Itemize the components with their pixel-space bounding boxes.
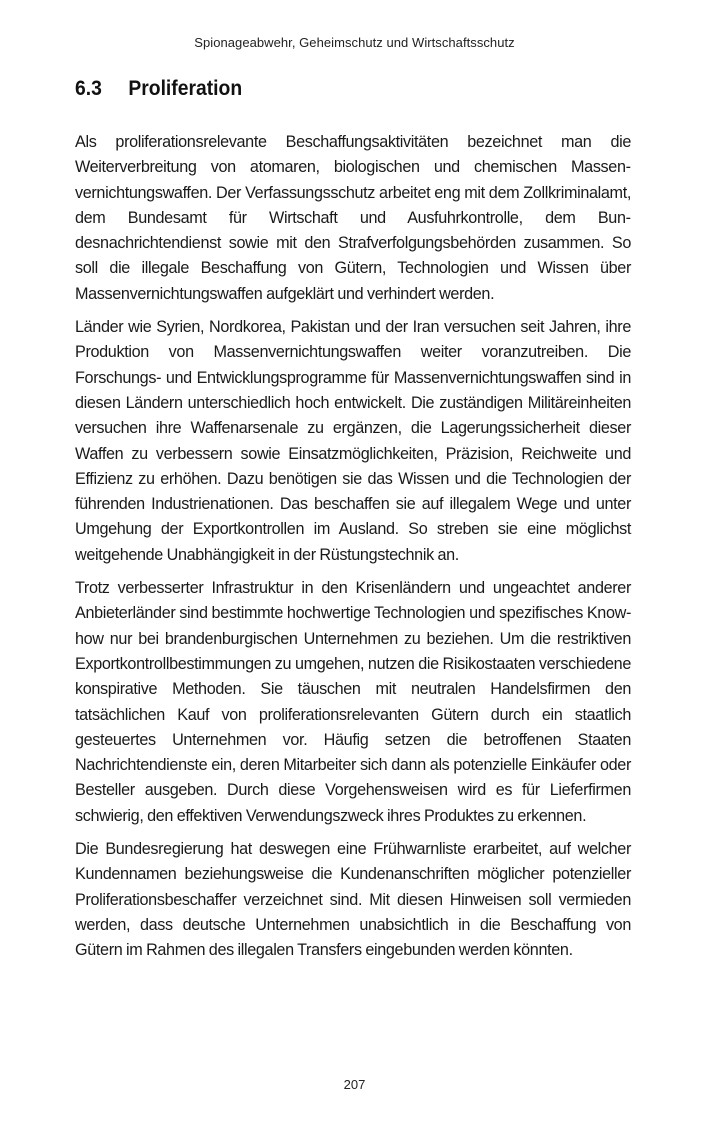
page-number: 207 <box>343 1077 366 1092</box>
section-number: 6.3 <box>75 77 102 100</box>
running-header: Spionageabwehr, Geheimschutz und Wirtschaftsschutz <box>194 35 515 50</box>
paragraph-1: Als proliferationsrelevante Beschaffungsaktivitäten bezeichnet man die Weiterverbreitung von atomaren, biologischen und chemischen Massenvernichtungswaffen. Der Verfassungsschutz arbeitet eng mit dem Zollkriminalamt, dem Bundesamt für Wirtschaft und Ausfuhrkontrolle, dem Bundesnachrichtendienst sowie mit den Strafverfolgungsbehörden zusammen. So soll die illegale Beschaffung von Gütern, Technologien und Wissen über Massenvernichtungswaffen aufgeklärt und verhindert werden. <box>75 133 631 303</box>
section-title: Proliferation <box>128 77 243 100</box>
paragraph-2: Länder wie Syrien, Nordkorea, Pakistan und der Iran versuchen seit Jahren, ihre Produktion von Massenvernichtungswaffen weiter voranzutreiben. Die Forschungs- und Entwicklungsprogramme für Massenvernichtungswaffen sind in diesen Ländern unterschiedlich hoch entwickelt. Die zuständigen Militäreinheiten versuchen ihre Waffenarsenale zu ergänzen, die Lagerungssicherheit dieser Waffen zu verbessern sowie Einsatzmöglichkeiten, Präzision, Reichweite und Effizienz zu erhöhen. Dazu benötigen sie das Wissen und die Technologien der führenden Industrienationen. Das beschaffen sie auf illegalem Wege und unter Umgehung der Exportkontrollen im Ausland. So streben sie eine möglichst weitgehende Unabhängigkeit in der Rüstungstechnik an. <box>75 318 631 564</box>
body-text <box>75 130 631 972</box>
section-heading <box>75 77 242 101</box>
paragraph-3: Trotz verbesserter Infrastruktur in den Krisenländern und ungeachtet anderer Anbieterländer sind bestimmte hochwertige Technologien und spezifisches Know-how nur bei brandenburgischen Unternehmen zu beziehen. Um die restriktiven Exportkontrollbestimmungen zu umgehen, nutzen die Risikostaaten verschiedene konspirative Methoden. Sie täuschen mit neutralen Handelsfirmen den tatsächlichen Kauf von proliferationsrelevanten Gütern durch ein staatlich gesteuertes Unternehmen vor. Häufig setzen die betroffenen Staaten Nachrichtendienste ein, deren Mitarbeiter sich dann als potenzielle Einkäufer oder Besteller ausgeben. Durch diese Vorgehensweisen wird es für Lieferfirmen schwierig, den effektiven Verwendungszweck ihres Produktes zu erkennen. <box>75 579 631 825</box>
paragraph-4: Die Bundesregierung hat deswegen eine Frühwarnliste erarbeitet, auf welcher Kundennamen beziehungsweise die Kundenanschriften möglicher potenzieller Proliferationsbeschaffer verzeichnet sind. Mit diesen Hinweisen soll vermieden werden, dass deutsche Unternehmen unabsichtlich in die Beschaffung von Gütern im Rahmen des illegalen Transfers eingebunden werden könnten. <box>75 840 631 960</box>
